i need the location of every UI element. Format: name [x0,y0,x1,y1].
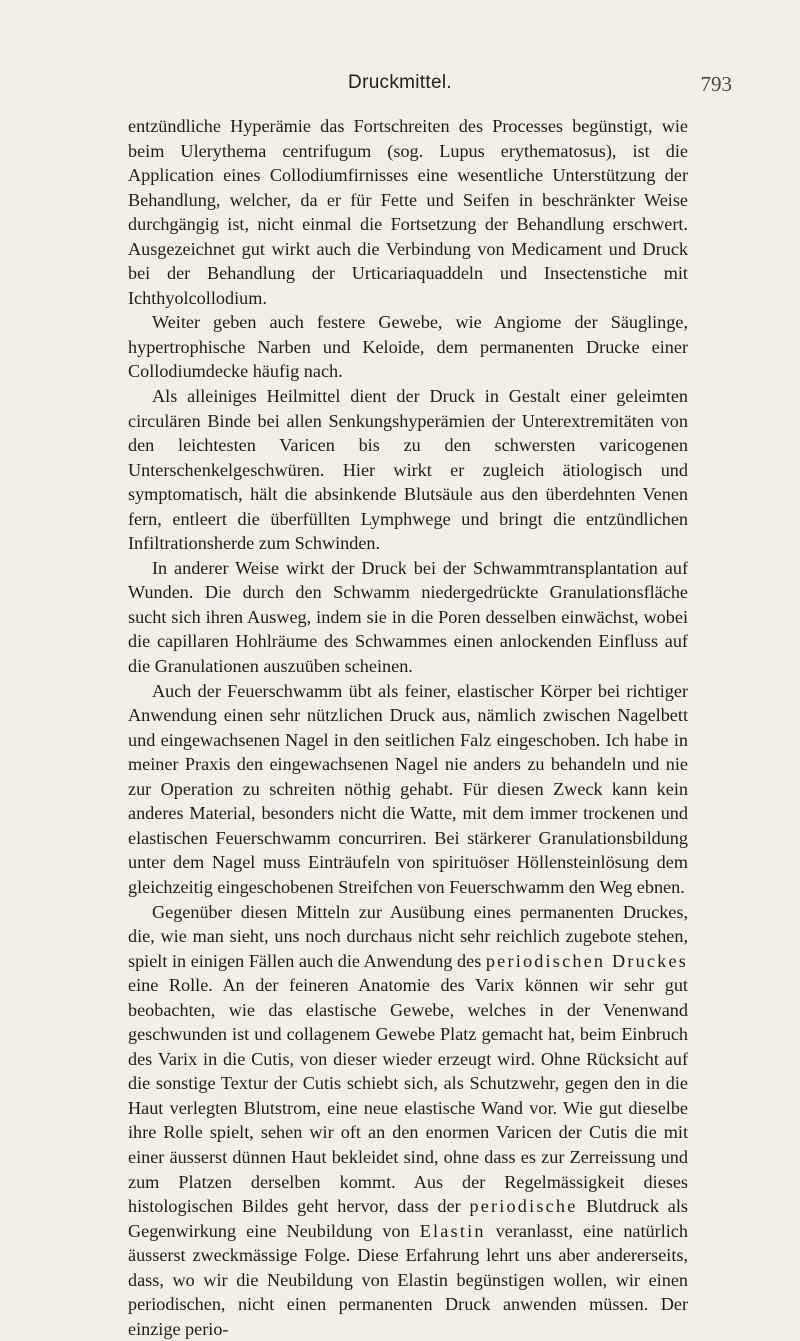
running-title: Druckmittel. [0,72,800,94]
emphasized-term: Elastin [420,1221,486,1241]
paragraph: In anderer Weise wirkt der Druck bei der Schwammtransplantation auf Wunden. Die durch den Schwamm niedergedrückte Granulationsfläche sucht sich ihren Ausweg, indem sie in die Poren desselben einwächst, wobei die capillaren Hohlräume des Schwammes einen anlockenden Einfluss auf die Granulationen auszuüben scheinen. [128,556,688,679]
page-number: 793 [701,72,733,97]
body-text [128,114,688,1341]
paragraph: Auch der Feuerschwamm übt als feiner, elastischer Körper bei richtiger Anwendung einen sehr nützlichen Druck aus, nämlich zwischen Nagelbett und eingewachsenen Nagel in den seitlichen Falz eingeschoben. Ich habe in meiner Praxis den eingewachsenen Nagel nie anders zu behandeln und nie zur Operation zu schreiten nöthig gehabt. Für diesen Zweck kann kein anderes Material, besonders nicht die Watte, mit dem immer trockenen und elastischen Feuerschwamm concurriren. Bei stärkerer Granulationsbildung unter dem Nagel muss Einträufeln von spirituöser Höllensteinlösung dem gleichzeitig eingeschobenen Streifchen von Feuerschwamm den Weg ebnen. [128,679,688,900]
paragraph: entzündliche Hyperämie das Fortschreiten des Processes begünstigt, wie beim Ulerythema centrifugum (sog. Lupus erythematosus), ist die Application eines Collodiumfirnisses eine wesentliche Unterstützung der Behandlung, welcher, da er für Fette und Seifen in beschränkter Weise durchgängig ist, nicht einmal die Fortsetzung der Behandlung erschwert. Ausgezeichnet gut wirkt auch die Verbindung von Medicament und Druck bei der Behandlung der Urticariaquaddeln und Insectenstiche mit Ichthyolcollodium. [128,114,688,310]
paragraph: Als alleiniges Heilmittel dient der Druck in Gestalt einer geleimten circulären Binde bei allen Senkungshyperämien der Unterextremitäten von den leichtesten Varicen bis zu den schwersten varicogenen Unterschenkelgeschwüren. Hier wirkt er zugleich ätiologisch und symptomatisch, hält die absinkende Blutsäule aus den überdehnten Venen fern, entleert die überfüllten Lymphwege und bringt die entzündlichen Infiltrationsherde zum Schwinden. [128,384,688,556]
text-run: Gegenüber diesen Mitteln zur Ausübung eines permanenten Druckes, die, wie man sieht, uns noch durchaus nicht sehr reichlich zugebote stehen, spielt in einigen Fällen auch die Anwendung des [128,902,688,971]
text-run: veranlasst, eine natürlich äusserst zweckmässige Folge. Diese Erfahrung lehrt uns aber andererseits, dass, wo wir die Neubildung von Elastin begünstigen wollen, wir einen periodischen, nicht einen permanenten Druck anwenden müssen. Der einzige perio- [128,1221,688,1339]
emphasized-term: periodischen Druckes [486,951,688,971]
text-run: Blutdruck als Gegenwirkung eine Neubildung von [128,1196,688,1241]
text-run: eine Rolle. An der feineren Anatomie des Varix können wir sehr gut beobachten, wie das elastische Gewebe, welches in der Venenwand geschwunden ist und collagenem Gewebe Platz gemacht hat, beim Einbruch des Varix in die Cutis, von dieser wieder erzeugt wird. Ohne Rücksicht auf die sonstige Textur der Cutis schiebt sich, als Schutzwehr, gegen den in die Haut verlegten Blutstrom, eine neue elastische Wand vor. Wie gut dieselbe ihre Rolle spielt, sehen wir oft an den enormen Varicen der Cutis die mit einer äusserst dünnen Haut bekleidet sind, ohne dass es zur Zerreissung und zum Platzen derselben kommt. Aus der Regelmässigkeit dieses histologischen Bildes geht hervor, dass der [128,975,688,1216]
paragraph [128,900,688,1341]
emphasized-term: periodische [469,1196,577,1216]
paragraph: Weiter geben auch festere Gewebe, wie Angiome der Säuglinge, hypertrophische Narben und Keloide, dem permanenten Drucke einer Collodiumdecke häufig nach. [128,310,688,384]
page-header [0,72,800,100]
